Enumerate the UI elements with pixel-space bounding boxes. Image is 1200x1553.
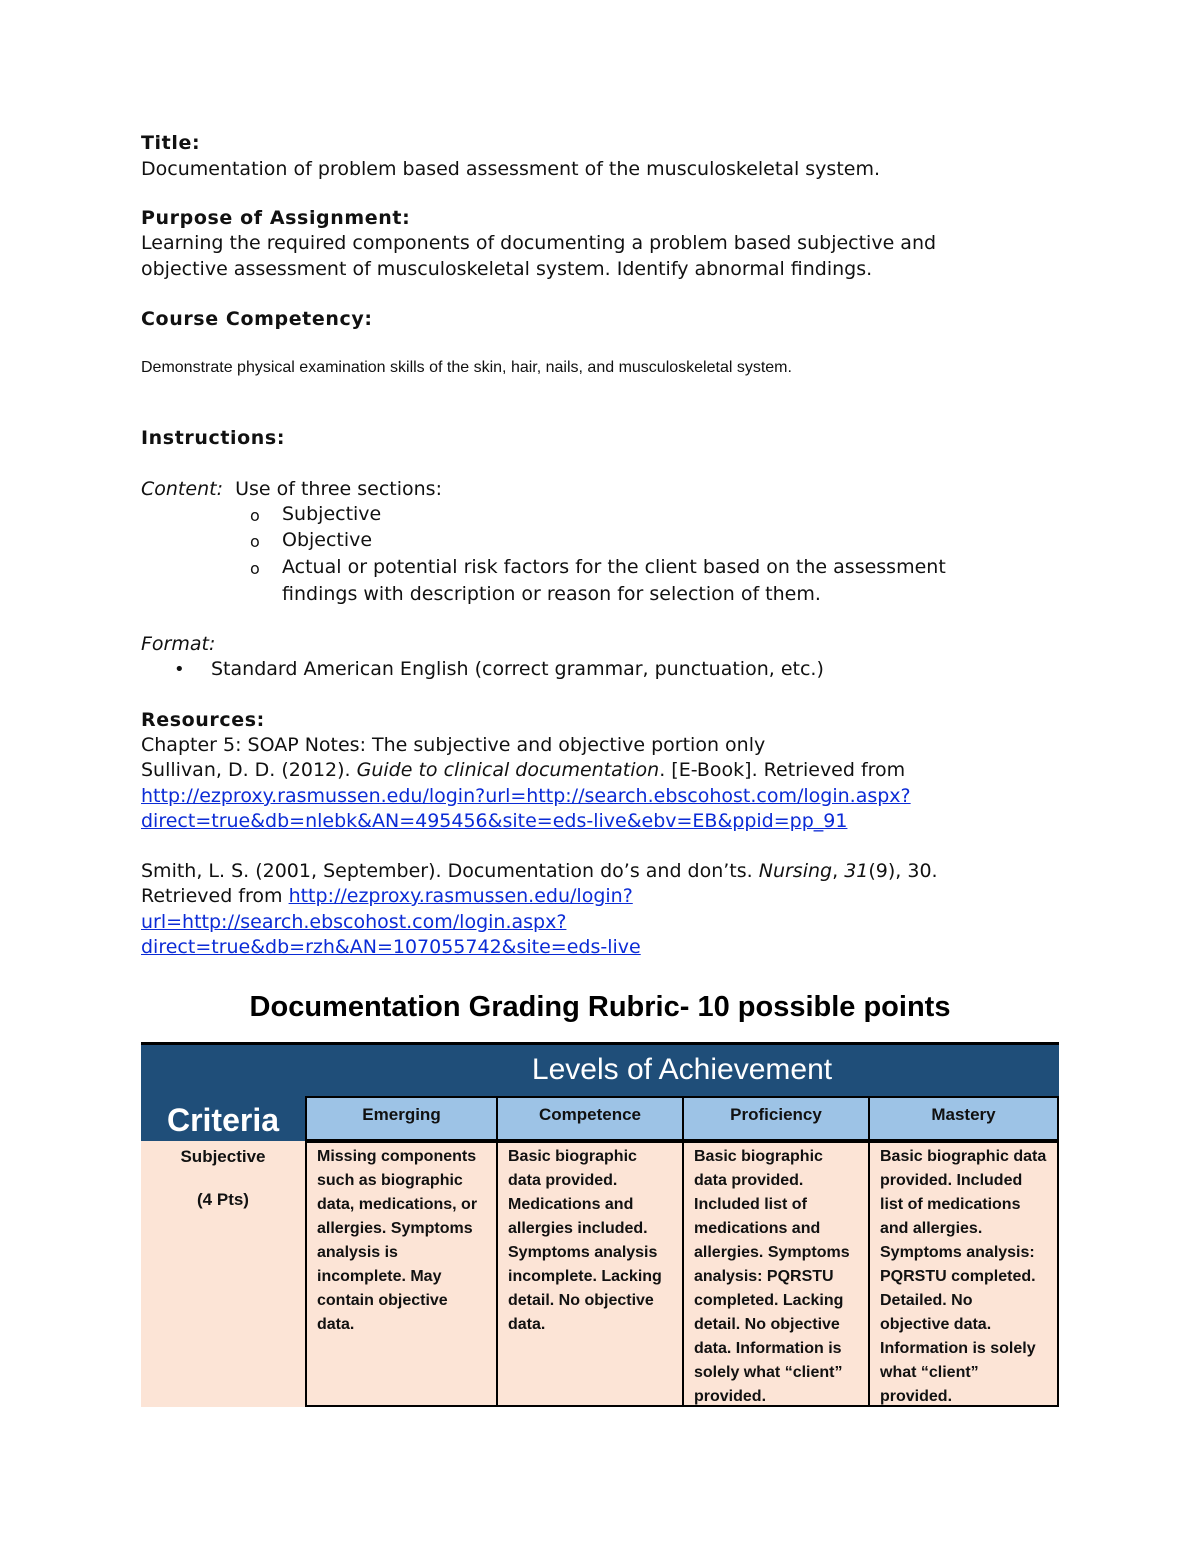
rubric-title: Documentation Grading Rubric- 10 possible points xyxy=(249,991,951,1023)
ref2-journal: Nursing xyxy=(758,860,833,882)
criterion-cell xyxy=(141,1141,305,1407)
content-item-subjective: Subjective xyxy=(282,503,382,525)
content-label: Content: xyxy=(141,478,223,500)
title-text: Documentation of problem based assessment of the musculoskeletal system. xyxy=(141,158,881,180)
content-item-risk-factors: Actual or potential risk factors for the client based on the assessment xyxy=(282,556,946,578)
content-text: Use of three sections: xyxy=(235,478,442,500)
cell-mastery: Basic biographic data provided. Included list of medications and allergies. Symptoms analysis: PQRSTU completed. Detailed. No objective data. Information is solely what “client” provided. xyxy=(868,1141,1059,1407)
content-item-objective: Objective xyxy=(282,529,373,551)
ref2-link-line-2[interactable]: url=http://search.ebscohost.com/login.aspx? xyxy=(141,911,567,933)
ref1-author: Sullivan, D. D. (2012). xyxy=(141,759,357,781)
ref1-rest: . [E-Book]. Retrieved from xyxy=(659,759,906,781)
ref2-rest: (9), 30. xyxy=(868,860,938,882)
purpose-line-1: Learning the required components of documenting a problem based subjective and xyxy=(141,232,937,254)
level-proficiency: Proficiency xyxy=(682,1096,870,1141)
ref2-link-line-3[interactable]: direct=true&db=rzh&AN=107055742&site=eds-live xyxy=(141,936,641,958)
purpose-heading: Purpose of Assignment: xyxy=(141,207,411,229)
format-label: Format: xyxy=(141,633,216,655)
ref1-link-line-1[interactable]: http://ezproxy.rasmussen.edu/login?url=http://search.ebscohost.com/login.aspx? xyxy=(141,785,911,807)
circle-bullet-icon: o xyxy=(250,506,260,525)
purpose-line-2: objective assessment of musculoskeletal system. Identify abnormal findings. xyxy=(141,258,873,280)
resources-chapter: Chapter 5: SOAP Notes: The subjective and objective portion only xyxy=(141,734,766,756)
reference-sullivan xyxy=(141,758,905,783)
circle-bullet-icon: o xyxy=(250,532,260,551)
level-mastery: Mastery xyxy=(868,1096,1059,1141)
ref1-title: Guide to clinical documentation xyxy=(356,759,660,781)
content-item-risk-factors-cont: findings with description or reason for selection of them. xyxy=(282,583,821,605)
content-line xyxy=(141,477,442,502)
levels-header: Levels of Achievement xyxy=(531,1053,833,1086)
bullet-dot-icon: • xyxy=(174,659,185,680)
cell-proficiency: Basic biographic data provided. Included list of medications and allergies. Symptoms analysis: PQRSTU completed. Lacking detail. No objective data. Information is solely what “client” provided. xyxy=(682,1141,870,1407)
competency-text: Demonstrate physical examination skills of the skin, hair, nails, and musculoskeletal system. xyxy=(141,359,792,376)
ref2-retrieved: Retrieved from xyxy=(141,885,289,907)
ref2-author: Smith, L. S. (2001, September). Documentation do’s and don’ts. xyxy=(141,860,759,882)
ref1-link-line-2[interactable]: direct=true&db=nlebk&AN=495456&site=eds-live&ebv=EB&ppid=pp_91 xyxy=(141,810,848,832)
ref2-retrieved-line xyxy=(141,884,633,909)
level-emerging: Emerging xyxy=(305,1096,498,1141)
criterion-points: (4 Pts) xyxy=(197,1190,249,1209)
ref2-volume: 31 xyxy=(844,860,869,882)
reference-smith xyxy=(141,859,938,884)
competency-heading: Course Competency: xyxy=(141,308,373,330)
instructions-heading: Instructions: xyxy=(141,427,286,449)
cell-competence: Basic biographic data provided. Medications and allergies included. Symptoms analysis incomplete. Lacking detail. No objective data. xyxy=(496,1141,684,1407)
criteria-header: Criteria xyxy=(166,1102,280,1138)
resources-heading: Resources: xyxy=(141,709,265,731)
format-item: Standard American English (correct grammar, punctuation, etc.) xyxy=(211,658,824,680)
cell-emerging: Missing components such as biographic data, medications, or allergies. Symptoms analysis is incomplete. May contain objective data. xyxy=(305,1141,498,1407)
circle-bullet-icon: o xyxy=(250,559,260,578)
level-competence: Competence xyxy=(496,1096,684,1141)
title-heading: Title: xyxy=(141,132,201,154)
ref2-separator: , xyxy=(832,860,845,882)
criterion-subjective: Subjective xyxy=(180,1147,266,1166)
ref2-link-line-1[interactable]: http://ezproxy.rasmussen.edu/login? xyxy=(288,885,633,907)
